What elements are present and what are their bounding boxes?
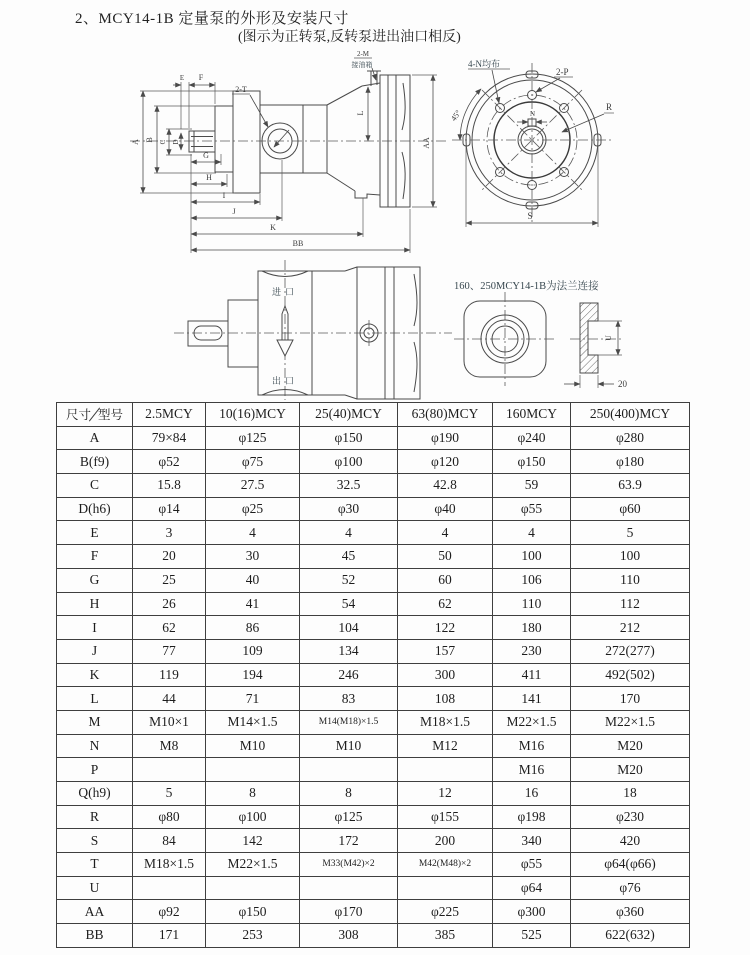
- dim-value: M10×1: [133, 710, 206, 734]
- dim-label: N: [57, 734, 133, 758]
- dim-value: 230: [493, 639, 571, 663]
- dim-value: φ150: [300, 426, 398, 450]
- page-subtitle: (图示为正转泵,反转泵进出油口相反): [238, 30, 461, 45]
- dim-label: S: [57, 829, 133, 853]
- dim-value: 411: [493, 663, 571, 687]
- dim-value: [300, 876, 398, 900]
- dim-value: M22×1.5: [493, 710, 571, 734]
- flange-circles: [452, 63, 614, 223]
- dim-value: [206, 758, 300, 782]
- dim-label-c: C: [159, 139, 167, 145]
- table-row: [57, 734, 690, 758]
- dim-value: 15.8: [133, 474, 206, 498]
- dim-label: H: [57, 592, 133, 616]
- dim-value: 622(632): [571, 924, 690, 948]
- dim-value: 18: [571, 782, 690, 806]
- table-row: [57, 663, 690, 687]
- dim-value: 5: [571, 521, 690, 545]
- dim-value: φ64: [493, 876, 571, 900]
- dim-value: 4: [206, 521, 300, 545]
- dim-value: φ360: [571, 900, 690, 924]
- dim-value: 16: [493, 782, 571, 806]
- dim-value: M20: [571, 758, 690, 782]
- dim-label-a: A: [131, 139, 140, 145]
- drain-note-label: 接油箱: [351, 61, 373, 69]
- dim-value: [300, 758, 398, 782]
- dim-value: M14(M18)×1.5: [300, 710, 398, 734]
- dim-value: 42.8: [398, 474, 493, 498]
- dim-value: 172: [300, 829, 398, 853]
- dim-value: 63.9: [571, 474, 690, 498]
- drain-2m-label: 2-M: [356, 50, 370, 58]
- dim-label: R: [57, 805, 133, 829]
- dim-value: φ55: [493, 853, 571, 877]
- dim-value: 122: [398, 616, 493, 640]
- dim-value: 385: [398, 924, 493, 948]
- table-row: [57, 876, 690, 900]
- dim-label: C: [57, 474, 133, 498]
- dim-label-aa: AA: [422, 137, 431, 149]
- dim-value: M22×1.5: [206, 853, 300, 877]
- dim-value: 5: [133, 782, 206, 806]
- dim-value: φ100: [206, 805, 300, 829]
- dim-value: M16: [493, 734, 571, 758]
- dim-label: U: [57, 876, 133, 900]
- dim-value: 212: [571, 616, 690, 640]
- dim-value: φ100: [300, 450, 398, 474]
- dim-label: I: [57, 616, 133, 640]
- dim-value: 119: [133, 663, 206, 687]
- dim-label-20: 20: [618, 379, 627, 389]
- dim-value: φ180: [571, 450, 690, 474]
- table-row: [57, 545, 690, 569]
- port-2p-label: 2-P: [556, 67, 569, 77]
- dim-value: 109: [206, 639, 300, 663]
- dim-value: φ155: [398, 805, 493, 829]
- dim-label: Q(h9): [57, 782, 133, 806]
- dim-value: 525: [493, 924, 571, 948]
- dim-value: φ30: [300, 497, 398, 521]
- table-row: [57, 568, 690, 592]
- table-row: [57, 829, 690, 853]
- dim-value: 141: [493, 687, 571, 711]
- dim-value: 180: [493, 616, 571, 640]
- column-header: 10(16)MCY: [206, 403, 300, 427]
- dim-label: T: [57, 853, 133, 877]
- dim-value: 83: [300, 687, 398, 711]
- dim-value: M14×1.5: [206, 710, 300, 734]
- dim-value: φ280: [571, 426, 690, 450]
- pump-outline: [174, 260, 452, 400]
- dim-value: φ170: [300, 900, 398, 924]
- column-header: 250(400)MCY: [571, 403, 690, 427]
- dim-label-r: R: [606, 102, 613, 112]
- dim-value: φ60: [571, 497, 690, 521]
- dim-value: 30: [206, 545, 300, 569]
- dim-value: φ80: [133, 805, 206, 829]
- dim-value: 20: [133, 545, 206, 569]
- dim-value: 8: [300, 782, 398, 806]
- dim-value: φ120: [398, 450, 493, 474]
- dim-value: φ14: [133, 497, 206, 521]
- dim-value: M42(M48)×2: [398, 853, 493, 877]
- dim-value: 44: [133, 687, 206, 711]
- dim-value: φ52: [133, 450, 206, 474]
- dim-label-e: E: [179, 74, 185, 82]
- dim-value: 8: [206, 782, 300, 806]
- dim-value: 194: [206, 663, 300, 687]
- dim-value: 420: [571, 829, 690, 853]
- dim-label-s: S: [527, 211, 533, 221]
- dim-value: M10: [300, 734, 398, 758]
- table-row: [57, 687, 690, 711]
- dim-label: G: [57, 568, 133, 592]
- dim-value: 3: [133, 521, 206, 545]
- dim-label: AA: [57, 900, 133, 924]
- dim-value: 4: [398, 521, 493, 545]
- dim-value: 492(502): [571, 663, 690, 687]
- dim-value: 32.5: [300, 474, 398, 498]
- table-row: [57, 521, 690, 545]
- dim-label-g: G: [203, 151, 209, 160]
- dim-value: 308: [300, 924, 398, 948]
- dim-value: 60: [398, 568, 493, 592]
- dim-value: M18×1.5: [398, 710, 493, 734]
- table-row: [57, 782, 690, 806]
- table-row: [57, 758, 690, 782]
- dim-value: 40: [206, 568, 300, 592]
- dim-value: [398, 758, 493, 782]
- dim-label: J: [57, 639, 133, 663]
- column-header: 63(80)MCY: [398, 403, 493, 427]
- dim-value: 100: [493, 545, 571, 569]
- dim-value: [133, 876, 206, 900]
- dim-label-i: I: [222, 191, 226, 200]
- page-title: 2、MCY14-1B 定量泵的外形及安装尺寸: [75, 11, 349, 27]
- dim-value: φ225: [398, 900, 493, 924]
- flow-arrow: [277, 306, 293, 356]
- dim-value: 25: [133, 568, 206, 592]
- dim-value: 253: [206, 924, 300, 948]
- dim-label: L: [57, 687, 133, 711]
- dim-label-bb: BB: [292, 239, 304, 248]
- dim-value: 52: [300, 568, 398, 592]
- dim-value: 54: [300, 592, 398, 616]
- dim-value: 100: [571, 545, 690, 569]
- port-2t-label: 2-T: [235, 85, 247, 94]
- bolt-pattern-label: 4-N均布: [468, 59, 500, 69]
- side-view-dimensions: [131, 50, 437, 253]
- dim-value: 110: [571, 568, 690, 592]
- dim-value: 171: [133, 924, 206, 948]
- dim-value: 246: [300, 663, 398, 687]
- side-view-drawing: [100, 50, 460, 265]
- dim-value: [206, 876, 300, 900]
- dim-label: BB: [57, 924, 133, 948]
- dimension-table: [56, 402, 690, 948]
- dim-value: 59: [493, 474, 571, 498]
- dim-value: φ150: [206, 900, 300, 924]
- dimension-table-body: [57, 426, 690, 947]
- flange-detail-drawing: [448, 276, 718, 398]
- dim-value: φ76: [571, 876, 690, 900]
- dim-value: 62: [133, 616, 206, 640]
- dim-label-u: U: [604, 335, 613, 341]
- table-row: [57, 426, 690, 450]
- dim-value: 41: [206, 592, 300, 616]
- table-row: [57, 710, 690, 734]
- dim-value: M8: [133, 734, 206, 758]
- dim-value: 26: [133, 592, 206, 616]
- dim-value: 272(277): [571, 639, 690, 663]
- column-header: 2.5MCY: [133, 403, 206, 427]
- dim-value: 84: [133, 829, 206, 853]
- flange-square-view: [454, 292, 556, 386]
- inlet-label: 进口: [271, 287, 299, 297]
- dim-value: M16: [493, 758, 571, 782]
- dim-value: φ125: [206, 426, 300, 450]
- dim-value: φ125: [300, 805, 398, 829]
- dim-label-h: H: [206, 173, 212, 182]
- dim-value: 340: [493, 829, 571, 853]
- table-row: [57, 616, 690, 640]
- dim-value: φ240: [493, 426, 571, 450]
- corner-header-cell: [57, 403, 133, 427]
- dim-value: 79×84: [133, 426, 206, 450]
- dim-value: φ230: [571, 805, 690, 829]
- dim-label: B(f9): [57, 450, 133, 474]
- table-row: [57, 592, 690, 616]
- dim-value: 108: [398, 687, 493, 711]
- dim-label: K: [57, 663, 133, 687]
- table-row: [57, 805, 690, 829]
- dim-label-l: L: [356, 110, 365, 116]
- dim-value: 110: [493, 592, 571, 616]
- dim-value: 86: [206, 616, 300, 640]
- dim-label: M: [57, 710, 133, 734]
- dim-value: M10: [206, 734, 300, 758]
- dim-value: [133, 758, 206, 782]
- dim-value: 71: [206, 687, 300, 711]
- dim-label-k: K: [270, 223, 276, 232]
- dim-value: φ150: [493, 450, 571, 474]
- dim-value: 77: [133, 639, 206, 663]
- column-header: 160MCY: [493, 403, 571, 427]
- front-view-drawing: [440, 55, 750, 265]
- dim-label: D(h6): [57, 497, 133, 521]
- flange-section-view: [564, 303, 628, 389]
- table-header-row: [57, 403, 690, 427]
- dim-value: φ300: [493, 900, 571, 924]
- table-row: [57, 853, 690, 877]
- dim-value: φ92: [133, 900, 206, 924]
- pump-port-view-drawing: [168, 256, 458, 404]
- pump-side-outline: [130, 71, 448, 207]
- dim-value: M33(M42)×2: [300, 853, 398, 877]
- table-row: [57, 497, 690, 521]
- dim-value: φ198: [493, 805, 571, 829]
- dim-value: φ25: [206, 497, 300, 521]
- dim-value: 106: [493, 568, 571, 592]
- dim-value: φ64(φ66): [571, 853, 690, 877]
- corner-label-model: 型号: [98, 408, 124, 423]
- dim-label: F: [57, 545, 133, 569]
- outlet-label: 出口: [271, 376, 299, 386]
- dim-value: 300: [398, 663, 493, 687]
- dim-value: 50: [398, 545, 493, 569]
- dim-value: 142: [206, 829, 300, 853]
- dim-value: 45: [300, 545, 398, 569]
- dim-value: 4: [493, 521, 571, 545]
- dim-value: 27.5: [206, 474, 300, 498]
- dim-value: M18×1.5: [133, 853, 206, 877]
- table-row: [57, 474, 690, 498]
- dim-label-b: B: [145, 137, 154, 143]
- dim-value: 134: [300, 639, 398, 663]
- dim-value: M12: [398, 734, 493, 758]
- dim-value: 157: [398, 639, 493, 663]
- dim-label-f: F: [198, 73, 204, 82]
- angle-45-label: 45°: [449, 108, 463, 123]
- dim-value: 112: [571, 592, 690, 616]
- flange-note: 160、250MCY14-1B为法兰连接: [454, 281, 599, 292]
- table-row: [57, 900, 690, 924]
- dim-label: P: [57, 758, 133, 782]
- column-header: 25(40)MCY: [300, 403, 398, 427]
- dim-value: M20: [571, 734, 690, 758]
- dim-value: [398, 876, 493, 900]
- dim-value: φ55: [493, 497, 571, 521]
- dim-value: φ190: [398, 426, 493, 450]
- table-row: [57, 924, 690, 948]
- dim-value: 12: [398, 782, 493, 806]
- dim-label: A: [57, 426, 133, 450]
- dim-value: 104: [300, 616, 398, 640]
- dim-value: 170: [571, 687, 690, 711]
- dim-label: E: [57, 521, 133, 545]
- table-row: [57, 450, 690, 474]
- dim-value: M22×1.5: [571, 710, 690, 734]
- dim-label-j: J: [232, 207, 236, 216]
- dim-value: 4: [300, 521, 398, 545]
- key-n-label: N: [530, 110, 536, 118]
- dim-value: φ40: [398, 497, 493, 521]
- corner-label-dimension: 尺寸: [65, 408, 91, 423]
- dim-value: φ75: [206, 450, 300, 474]
- table-row: [57, 639, 690, 663]
- dim-value: 200: [398, 829, 493, 853]
- dim-value: 62: [398, 592, 493, 616]
- dim-label-d: D: [172, 139, 180, 145]
